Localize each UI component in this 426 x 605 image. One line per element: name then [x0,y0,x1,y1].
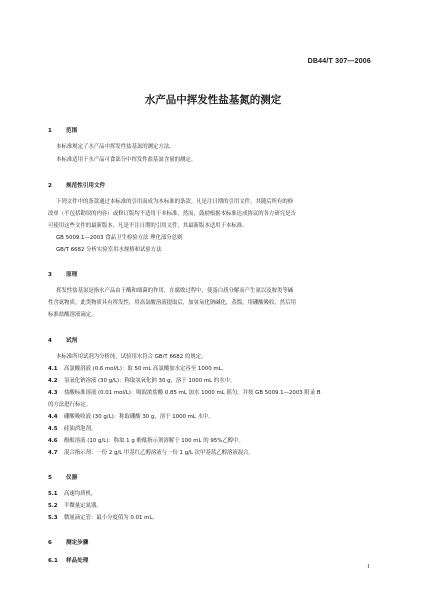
section-title: 仪器 [66,475,78,481]
section-number: 1 [48,128,52,134]
paragraph-line: 下列文件中的条款通过本标准的引用而成为本标准的条款。凡是注日期的引用文件，其随后所有的修 [56,199,294,205]
item-text: 酚酞溶液 (10 g/L)：称取 1 g 酚酞指示剂溶解于 100 mL 的 95%乙醇中。 [64,438,244,444]
section-title: 规范性引用文件 [66,183,106,189]
section-number: 5 [48,475,52,481]
item-text: 高氯酸溶液 (0.6 mol/L)：取 50 mL 高氯酸加水定容至 1000 mL。 [64,366,227,372]
list-item [48,450,254,457]
item-number: 4.6 [48,438,58,444]
subsection-heading [48,556,88,564]
section-6-heading [48,538,88,546]
section-number: 4 [48,338,52,344]
paragraph-line: 性含氮物质。此类物质具有挥发性，用高氯酸溶液提取后，加氢氧化钠碱化，蒸馏，用硼酸吸收，然后用 [48,300,296,306]
section-3-heading [48,270,77,278]
list-item-continuation [48,402,91,409]
section-4-heading [48,336,77,344]
item-number: 5.1 [48,491,58,497]
item-number: 4.1 [48,366,58,372]
item-text: 氢氧化钠溶液 (30 g/L)：称取氢氧化钠 30 g，溶于 1000 mL 的水中。 [64,378,236,384]
list-item [48,390,321,397]
list-item [48,426,96,433]
standard-number: DB44/T 307—2006 [307,58,371,65]
item-number: 4.7 [48,450,58,456]
item-text: 硅油消泡剂。 [64,426,97,432]
item-text: 混合指示剂：一份 2 g/L 甲基红乙醇溶液与一份 1 g/L 次甲基蓝乙醇溶液混合。 [64,450,254,456]
item-number: 4.2 [48,378,58,384]
list-item [48,378,235,385]
paragraph-line: 可使用这些文件的最新版本。凡是不注日期的引用文件，其最新版本适用于本标准。 [48,223,248,229]
section-title: 测定步骤 [66,540,89,546]
paragraph-line: 挥发性盐基氮是指水产品由于酶和细菌的作用，在腐败过程中，使蛋白质分解而产生氨以及胺类等碱 [56,288,294,294]
paragraph-line: 本标准规定了水产品中挥发性盐基氮的测定方法。 [56,144,175,150]
paragraph-line: 本标准所用试剂为分析纯，试验用水符合 GB/T 6682 的规定。 [56,354,207,360]
item-text: 高速均质机。 [64,491,97,497]
list-item [48,438,244,445]
item-number: 4.5 [48,426,58,432]
section-2-heading [48,181,105,189]
item-text: 的方法进行标定。 [48,402,92,408]
section-5-heading [48,473,77,481]
paragraph-line: 本标准适用于水产品可食部分中挥发性盐基氮含量的测定。 [56,157,197,163]
section-1-heading [48,126,77,134]
section-number: 2 [48,183,52,189]
item-text: 微量滴定管：最小分度值为 0.01 mL。 [64,515,158,521]
paragraph-line: 标准盐酸溶液滴定。 [48,312,97,318]
document-title: 水产品中挥发性盐基氮的测定 [144,94,282,106]
item-number: 4.3 [48,390,58,396]
reference-line: GB 5009.1—2003 食品卫生检验方法 理化部分总则 [56,235,183,241]
list-item [48,503,102,510]
item-number: 4.4 [48,414,58,420]
item-text: 盐酸标准溶液 (0.01 mol/L)：吸取浓盐酸 0.85 mL 加水 1000 mL 摇匀。并按 GB 5009.1—2003 附录 B [64,390,321,396]
item-number: 6.1 [48,558,58,564]
item-text: 样品处理 [66,558,89,564]
section-title: 原理 [66,272,78,278]
list-item [48,515,158,522]
page-number: 1 [367,564,370,570]
section-title: 范围 [66,128,78,134]
item-text: 硼酸吸收液 (30 g/L)：称取硼酸 30 g，溶于 1000 mL 水中。 [64,414,214,420]
paragraph-line: 改单（不包括勘误的内容）或修订版均不适用于本标准，然而，鼓励根据本标准达成协议的各方研究是否 [48,211,296,217]
reference-line: GB/T 6682 分析实验室用水规格和试验方法 [56,247,162,253]
section-number: 6 [48,540,52,546]
list-item [48,491,96,498]
section-title: 试剂 [66,338,78,344]
list-item [48,414,214,421]
item-number: 5.2 [48,503,58,509]
item-number: 5.3 [48,515,58,521]
item-text: 半微量定氮器。 [64,503,102,509]
list-item [48,366,227,373]
section-number: 3 [48,272,52,278]
